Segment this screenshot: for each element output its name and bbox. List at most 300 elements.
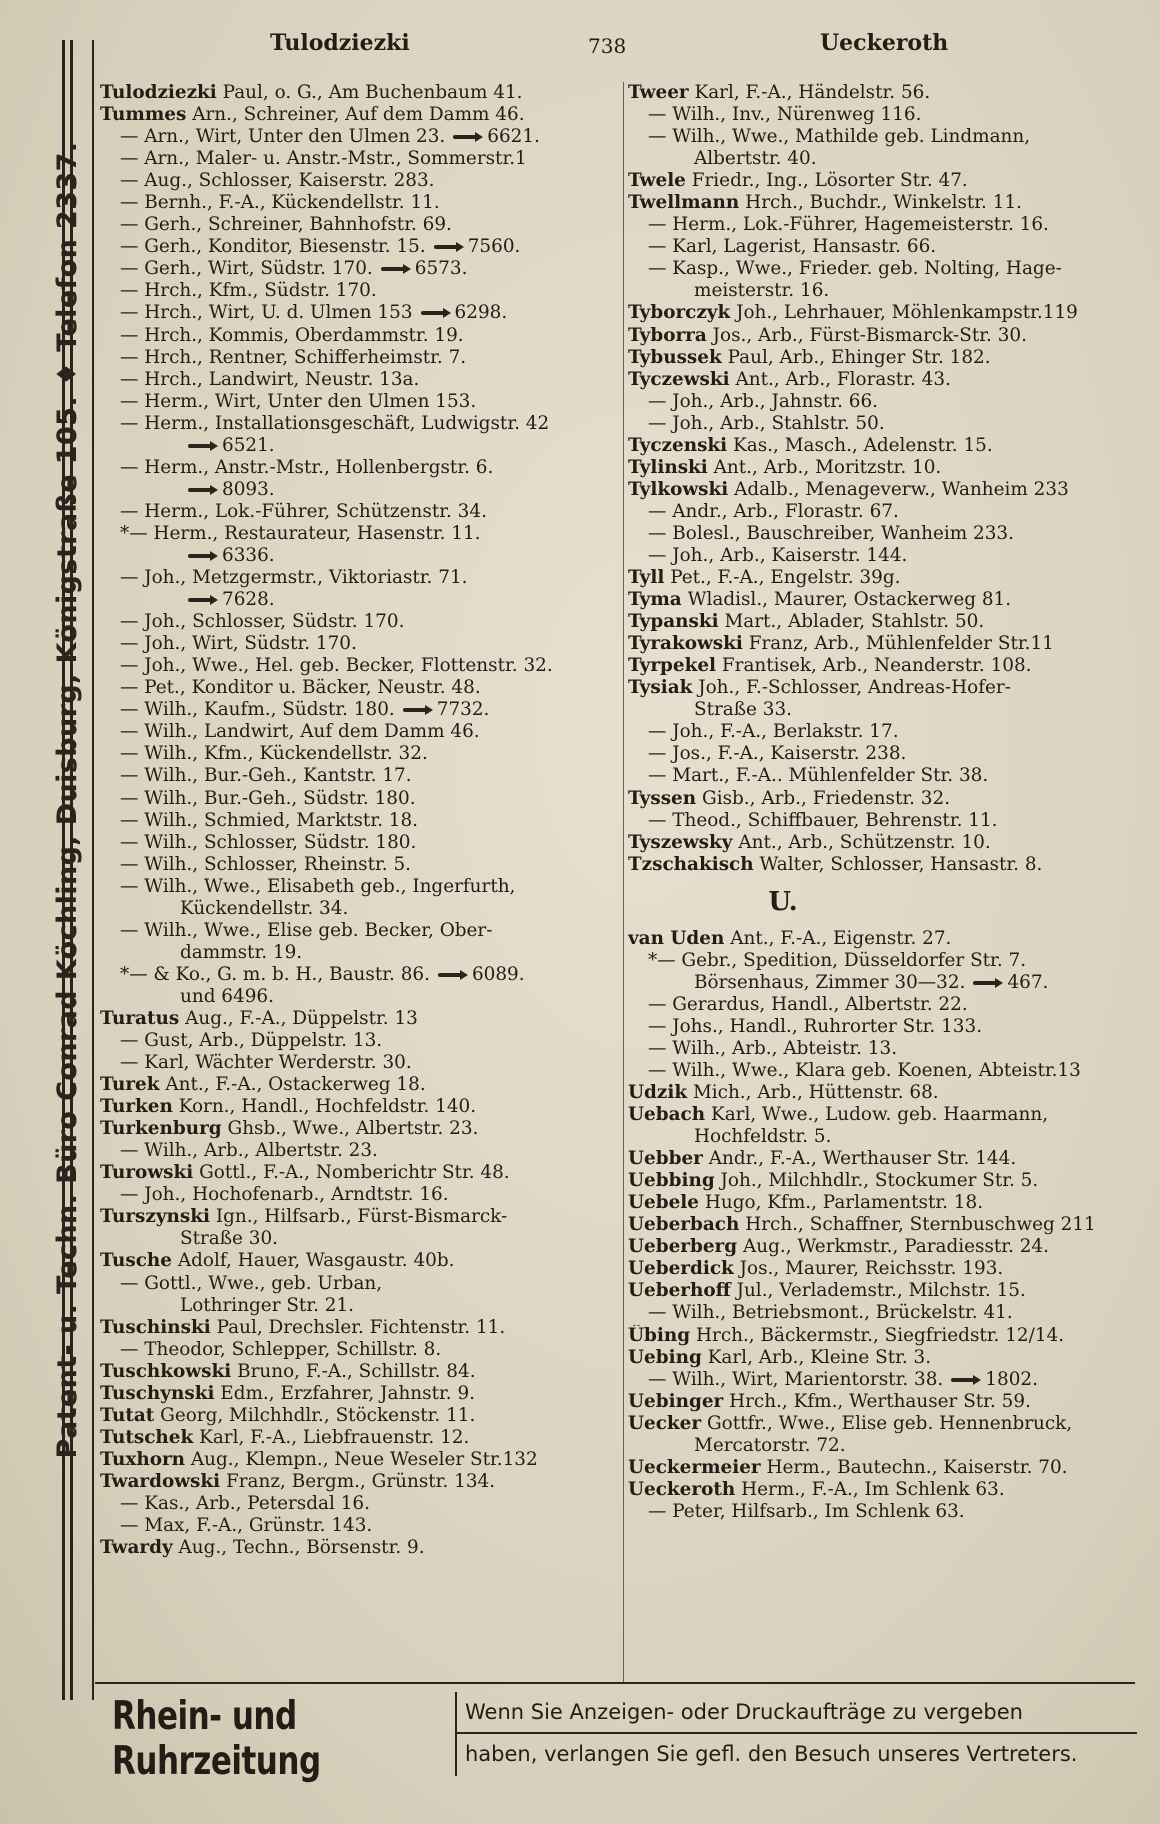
directory-entry <box>628 104 1138 126</box>
entry-details: — Joh., Wirt, Südstr. 170. <box>120 633 357 655</box>
entry-surname: Tybussek <box>628 346 722 368</box>
directory-entry <box>628 1457 1138 1479</box>
entry-details: — Andr., Arb., Florastr. 67. <box>648 500 899 522</box>
directory-entry <box>100 413 620 435</box>
entry-details: — Gerh., Konditor, Biesenstr. 15. <box>120 236 426 258</box>
entry-details: meisterstr. 16. <box>694 280 830 302</box>
directory-entry <box>100 942 620 964</box>
directory-entry <box>628 611 1138 633</box>
directory-entry <box>100 104 620 126</box>
entry-surname: Twardy <box>100 1537 173 1559</box>
directory-entry <box>100 1449 620 1471</box>
phone-number: 6298. <box>454 302 508 324</box>
directory-entry <box>100 1471 620 1493</box>
directory-entry <box>100 236 620 258</box>
entry-surname: Ueckermeier <box>628 1456 761 1478</box>
entry-surname: van Uden <box>628 927 725 949</box>
entry-details: — Hrch., Kfm., Südstr. 170. <box>120 280 377 302</box>
entry-surname: Übing <box>628 1324 691 1346</box>
directory-entry <box>100 832 620 854</box>
directory-entry <box>100 1250 620 1272</box>
directory-entry <box>100 854 620 876</box>
entry-details: — Wilh., Schmied, Marktstr. 18. <box>120 809 419 831</box>
directory-entry <box>628 1016 1138 1038</box>
entry-details: Franz, Bergm., Grünstr. 134. <box>226 1470 496 1492</box>
entry-surname: Uebinger <box>628 1390 724 1412</box>
entry-details: Ant., F.-A., Ostackerweg 18. <box>165 1074 426 1096</box>
directory-entry <box>628 325 1138 347</box>
phone-number: 6573. <box>414 258 468 280</box>
entry-details: — Wilh., Kaufm., Südstr. 180. <box>120 699 395 721</box>
entry-details: Paul, Arb., Ehinger Str. 182. <box>727 346 991 368</box>
directory-entry <box>628 1325 1138 1347</box>
directory-entry <box>100 1537 620 1559</box>
directory-entry <box>100 82 620 104</box>
entry-details: Jul., Verlademstr., Milchstr. 15. <box>736 1280 1026 1302</box>
entry-surname: Tylkowski <box>628 478 729 500</box>
phone-number: 6521. <box>222 434 275 456</box>
telephone-icon <box>381 264 411 274</box>
entry-surname: Uebach <box>628 1104 706 1126</box>
directory-entry <box>628 589 1138 611</box>
directory-entry <box>100 1184 620 1206</box>
entry-details: — Peter, Hilfsarb., Im Schlenk 63. <box>648 1500 965 1522</box>
entry-surname: Tweer <box>628 82 689 103</box>
entry-surname: Ueberbach <box>628 1214 740 1236</box>
phone-number: 1802. <box>985 1368 1038 1390</box>
directory-entry <box>628 148 1138 170</box>
entry-details: Arn., Schreiner, Auf dem Damm 46. <box>192 104 525 126</box>
entry-surname: Tutat <box>100 1404 155 1426</box>
entry-details: — Wilh., Inv., Nürenweg 116. <box>648 104 922 126</box>
directory-entry <box>628 302 1138 324</box>
directory-entry <box>100 1074 620 1096</box>
entry-surname: Uecker <box>628 1412 702 1434</box>
entry-details: Bruno, F.-A., Schillstr. 84. <box>237 1360 476 1382</box>
entry-details: Mart., Ablader, Stahlstr. 50. <box>724 611 985 633</box>
directory-entry <box>100 810 620 832</box>
phone-number: 7560. <box>467 236 521 258</box>
entry-details: — Theodor, Schlepper, Schillstr. 8. <box>120 1338 442 1360</box>
entry-surname: Tuschkowski <box>100 1360 232 1382</box>
advertisement-box <box>455 1692 1137 1776</box>
entry-details: — Gottl., Wwe., geb. Urban, <box>120 1272 383 1294</box>
directory-entry <box>628 1347 1138 1369</box>
entry-surname: Twele <box>628 170 686 192</box>
entry-details: — Bolesl., Bauschreiber, Wanheim 233. <box>648 522 1014 544</box>
entry-details: — Herm., Wirt, Unter den Ulmen 153. <box>120 390 477 412</box>
directory-entry <box>628 1435 1138 1457</box>
directory-entry <box>628 1148 1138 1170</box>
directory-entry <box>100 347 620 369</box>
entry-details: Karl, F.-A., Händelstr. 56. <box>694 82 931 103</box>
directory-entry <box>628 258 1138 280</box>
entry-details: — Wilh., Landwirt, Auf dem Damm 46. <box>120 721 480 743</box>
entry-details: — Herm., Installationsgeschäft, Ludwigstr. 42 <box>120 412 550 434</box>
newspaper-logo: Rhein- und Ruhrzeitung <box>112 1694 321 1784</box>
entry-details: Börsenhaus, Zimmer 30—32. <box>694 971 966 993</box>
entry-details: Hugo, Kfm., Parlamentstr. 18. <box>704 1192 984 1214</box>
section-letter: U. <box>768 886 798 917</box>
entry-details: — Wilh., Wwe., Elise geb. Becker, Ober- <box>120 919 493 941</box>
telephone-icon <box>188 485 218 495</box>
directory-entry <box>628 1060 1138 1082</box>
entry-details: Gottl., F.-A., Nomberichtr Str. 48. <box>199 1162 510 1184</box>
entry-details: — Mart., F.-A.. Mühlenfelder Str. 38. <box>648 765 989 787</box>
entry-surname: Tuxhorn <box>100 1448 186 1470</box>
entry-details: Mercatorstr. 72. <box>694 1434 846 1456</box>
entry-surname: Tylinski <box>628 456 708 478</box>
entry-details: Hrch., Kfm., Werthauser Str. 59. <box>729 1390 1031 1412</box>
directory-entry <box>100 699 620 721</box>
entry-details: Pet., F.-A., Engelstr. 39g. <box>670 567 901 589</box>
entry-details: Gisb., Arb., Friedenstr. 32. <box>702 787 951 809</box>
entry-details: Hochfeldstr. 5. <box>694 1126 832 1148</box>
entry-surname: Tyczewski <box>628 368 730 390</box>
entry-surname: Tyma <box>628 589 682 611</box>
entry-details: Paul, o. G., Am Buchenbaum 41. <box>222 82 523 103</box>
directory-entry <box>100 633 620 655</box>
telephone-icon <box>973 978 1003 988</box>
entry-details: — Bernh., F.-A., Kückendellstr. 11. <box>120 192 440 214</box>
directory-entry <box>100 1427 620 1449</box>
directory-entry <box>100 391 620 413</box>
entry-details: Karl, Arb., Kleine Str. 3. <box>707 1346 932 1368</box>
entry-surname: Ueberhoff <box>628 1280 731 1302</box>
entry-details: — Kasp., Wwe., Frieder. geb. Nolting, Hage- <box>648 258 1062 280</box>
directory-entry <box>100 435 620 457</box>
entry-surname: Uebele <box>628 1192 699 1214</box>
directory-entry <box>100 1317 620 1339</box>
entry-surname: Uebing <box>628 1346 702 1368</box>
directory-entry <box>628 1170 1138 1192</box>
entry-details: — Herm., Lok.-Führer, Hagemeisterstr. 16. <box>648 214 1049 236</box>
directory-entry <box>628 1302 1138 1324</box>
entry-surname: Turowski <box>100 1162 194 1184</box>
entry-details: Herm., F.-A., Im Schlenk 63. <box>741 1478 1005 1500</box>
phone-number: 6336. <box>222 544 275 566</box>
entry-details: — Arn., Maler- u. Anstr.-Mstr., Sommerstr.1 <box>120 148 527 170</box>
entry-details: Hrch., Schaffner, Sternbuschweg 211 <box>745 1214 1096 1236</box>
entry-details: — Joh., Arb., Stahlstr. 50. <box>648 412 885 434</box>
entry-details: Kückendellstr. 34. <box>180 897 349 919</box>
entry-details: Aug., F.-A., Düppelstr. 13 <box>185 1007 418 1029</box>
directory-entry <box>628 1280 1138 1302</box>
entry-details: — Gerh., Wirt, Südstr. 170. <box>120 258 373 280</box>
directory-entry <box>628 699 1138 721</box>
directory-entry <box>628 479 1138 501</box>
entry-details: — Hrch., Kommis, Oberdammstr. 19. <box>120 324 464 346</box>
directory-entry <box>628 82 1138 104</box>
directory-entry <box>628 236 1138 258</box>
directory-entry <box>628 1104 1138 1126</box>
directory-entry <box>100 1515 620 1537</box>
header-right-keyword: Ueckeroth <box>820 30 949 56</box>
ad-rule <box>95 1682 1135 1684</box>
directory-entry <box>628 765 1138 787</box>
entry-details: Hrch., Buchdr., Winkelstr. 11. <box>745 192 1023 214</box>
entry-details: — Joh., Metzgermstr., Viktoriastr. 71. <box>120 567 468 589</box>
entry-details: — Pet., Konditor u. Bäcker, Neustr. 48. <box>120 677 481 699</box>
directory-entry <box>628 347 1138 369</box>
directory-entry <box>100 677 620 699</box>
entry-surname: Udzik <box>628 1082 688 1104</box>
directory-entry <box>628 170 1138 192</box>
entry-surname: Twardowski <box>100 1470 221 1492</box>
directory-entry <box>628 435 1138 457</box>
entry-details: — Joh., Hochofenarb., Arndtstr. 16. <box>120 1184 449 1206</box>
directory-entry <box>100 1118 620 1140</box>
entry-details: — Gerardus, Handl., Albertstr. 22. <box>648 993 968 1015</box>
telephone-icon <box>188 595 218 605</box>
directory-entry <box>100 1008 620 1030</box>
entry-details: dammstr. 19. <box>180 941 303 963</box>
entry-surname: Tyszewsky <box>628 831 733 853</box>
entry-details: Jos., Arb., Fürst-Bismarck-Str. 30. <box>712 324 1027 346</box>
header-left-keyword: Tulodziezki <box>270 30 410 56</box>
entry-details: — Herm., Anstr.-Mstr., Hollenbergstr. 6. <box>120 456 494 478</box>
telephone-icon <box>188 551 218 561</box>
entry-details: — Wilh., Wwe., Mathilde geb. Lindmann, <box>648 126 1031 148</box>
entry-details: Joh., Lehrhauer, Möhlenkampstr.119 <box>736 302 1078 324</box>
directory-entry <box>100 1228 620 1250</box>
directory-entry <box>628 567 1138 589</box>
entry-surname: Turatus <box>100 1007 180 1029</box>
directory-entry <box>100 1273 620 1295</box>
entry-details: Korn., Handl., Hochfeldstr. 140. <box>178 1096 477 1118</box>
directory-entry <box>100 721 620 743</box>
entry-details: Ant., Arb., Schützenstr. 10. <box>738 831 991 853</box>
directory-entry <box>628 1413 1138 1435</box>
entry-surname: Turszynski <box>100 1206 210 1228</box>
entry-surname: Tulodziezki <box>100 82 217 103</box>
directory-entry <box>100 1052 620 1074</box>
telephone-icon <box>438 970 468 980</box>
entry-surname: Tuschinski <box>100 1316 211 1338</box>
entry-surname: Uebbing <box>628 1170 715 1192</box>
entry-surname: Tyczenski <box>628 434 728 456</box>
directory-entry <box>100 523 620 545</box>
telephone-icon <box>951 1375 981 1385</box>
directory-entry <box>100 170 620 192</box>
directory-entry <box>100 302 620 324</box>
entry-details: Wladisl., Maurer, Ostackerweg 81. <box>687 589 1012 611</box>
entry-details: Ign., Hilfsarb., Fürst-Bismarck- <box>215 1206 508 1228</box>
entry-details: — Jos., F.-A., Kaiserstr. 238. <box>648 743 907 765</box>
phone-number: 467. <box>1007 971 1049 993</box>
entry-details: Herm., Bautechn., Kaiserstr. 70. <box>766 1456 1068 1478</box>
directory-entry <box>628 743 1138 765</box>
directory-entry <box>100 611 620 633</box>
left-column <box>100 82 620 1559</box>
directory-entry <box>100 545 620 567</box>
directory-entry <box>100 1361 620 1383</box>
entry-surname: Twellmann <box>628 192 740 214</box>
directory-entry <box>628 1126 1138 1148</box>
entry-surname: Ueberdick <box>628 1258 734 1280</box>
telephone-icon <box>453 132 483 142</box>
entry-details: Ant., Arb., Moritzstr. 10. <box>713 456 942 478</box>
entry-details: — Joh., Wwe., Hel. geb. Becker, Flottenstr. 32. <box>120 655 553 677</box>
directory-entry <box>628 810 1138 832</box>
entry-details: — Joh., Arb., Jahnstr. 66. <box>648 390 879 412</box>
entry-details: — Johs., Handl., Ruhrorter Str. 133. <box>648 1015 983 1037</box>
entry-details: — Wilh., Wwe., Elisabeth geb., Ingerfurth, <box>120 875 516 897</box>
directory-entry <box>628 854 1138 876</box>
entry-details: — Hrch., Rentner, Schifferheimstr. 7. <box>120 346 467 368</box>
directory-entry <box>100 325 620 347</box>
entry-details: Franz, Arb., Mühlenfelder Str.11 <box>748 633 1054 655</box>
entry-surname: Ueckeroth <box>628 1478 736 1500</box>
ad-line-1: Wenn Sie Anzeigen- oder Druckaufträge zu vergeben <box>457 1692 1137 1734</box>
telephone-icon <box>403 705 433 715</box>
directory-entry <box>628 545 1138 567</box>
telephone-icon <box>188 441 218 451</box>
entry-details: — Arn., Wirt, Unter den Ulmen 23. <box>120 126 446 148</box>
directory-entry <box>100 1206 620 1228</box>
directory-entry <box>628 126 1138 148</box>
directory-entry <box>100 1162 620 1184</box>
page-number: 738 <box>588 34 627 58</box>
directory-entry <box>100 743 620 765</box>
entry-details: — Wilh., Bur.-Geh., Südstr. 180. <box>120 787 416 809</box>
entry-details: Andr., F.-A., Werthauser Str. 144. <box>708 1148 1017 1170</box>
side-advertisement: Patent- u. Techn. Büro Conrad Köchling, Duisburg, Königstraße 105. ♦ Telefon 2337. <box>52 141 83 1459</box>
directory-entry <box>628 501 1138 523</box>
entry-details: Georg, Milchhdlr., Stöckenstr. 11. <box>160 1404 476 1426</box>
directory-entry <box>100 655 620 677</box>
entry-details: Kas., Masch., Adelenstr. 15. <box>733 434 993 456</box>
entry-details: — Karl, Lagerist, Hansastr. 66. <box>648 236 937 258</box>
entry-surname: Tuschynski <box>100 1382 215 1404</box>
phone-number: 7732. <box>436 699 490 721</box>
directory-entry <box>628 457 1138 479</box>
entry-details: — Karl, Wächter Werderstr. 30. <box>120 1052 412 1074</box>
entry-details: — Wilh., Bur.-Geh., Kantstr. 17. <box>120 765 412 787</box>
entry-details: — Wilh., Wirt, Marientorstr. 38. <box>648 1368 944 1390</box>
entry-details: Walter, Schlosser, Hansastr. 8. <box>759 853 1043 875</box>
directory-entry <box>628 391 1138 413</box>
entry-details: Karl, F.-A., Liebfrauenstr. 12. <box>199 1426 470 1448</box>
entry-details: — Joh., Schlosser, Südstr. 170. <box>120 611 405 633</box>
entry-surname: Tyrpekel <box>628 655 717 677</box>
entry-surname: Tusche <box>100 1250 172 1272</box>
entry-details: Lothringer Str. 21. <box>180 1294 355 1316</box>
directory-entry <box>100 1339 620 1361</box>
directory-entry <box>100 1030 620 1052</box>
entry-surname: Tyborczyk <box>628 302 731 324</box>
entry-surname: Turken <box>100 1096 173 1118</box>
directory-entry <box>628 1258 1138 1280</box>
entry-details: Aug., Techn., Börsenstr. 9. <box>178 1537 425 1559</box>
directory-entry <box>628 994 1138 1016</box>
entry-surname: Tysiak <box>628 677 693 699</box>
entry-surname: Typanski <box>628 611 719 633</box>
directory-entry <box>628 1038 1138 1060</box>
directory-entry <box>628 280 1138 302</box>
entry-details: Karl, Wwe., Ludow. geb. Haarmann, <box>710 1104 1049 1126</box>
entry-details: Straße 33. <box>694 699 793 721</box>
entry-details: Mich., Arb., Hüttenstr. 68. <box>692 1082 939 1104</box>
entry-surname: Tzschakisch <box>628 853 754 875</box>
phone-number: 6089. <box>471 963 525 985</box>
directory-entry <box>100 589 620 611</box>
entry-details: *— Gebr., Spedition, Düsseldorfer Str. 7. <box>648 949 1027 971</box>
directory-entry <box>100 479 620 501</box>
entry-details: — Hrch., Landwirt, Neustr. 13a. <box>120 368 420 390</box>
directory-entry <box>100 788 620 810</box>
entry-surname: Tyborra <box>628 324 707 346</box>
entry-details: — Kas., Arb., Petersdal 16. <box>120 1493 370 1514</box>
entry-details: Aug., Werkmstr., Paradiesstr. 24. <box>742 1236 1049 1258</box>
phone-number: 7628. <box>222 589 275 611</box>
entry-surname: Ueberberg <box>628 1236 738 1258</box>
entry-details: Albertstr. 40. <box>694 148 817 170</box>
directory-entry <box>100 148 620 170</box>
entry-details: — Wilh., Schlosser, Rheinstr. 5. <box>120 853 412 875</box>
directory-entry <box>628 721 1138 743</box>
entry-details: — Wilh., Schlosser, Südstr. 180. <box>120 831 417 853</box>
entry-details: — Gust, Arb., Düppelstr. 13. <box>120 1030 383 1052</box>
phone-number: 6621. <box>487 126 540 148</box>
directory-entry <box>100 1295 620 1317</box>
telephone-icon <box>421 308 451 318</box>
directory-entry <box>628 928 1138 950</box>
entry-details: Adolf, Hauer, Wasgaustr. 40b. <box>177 1250 455 1272</box>
directory-entry <box>628 214 1138 236</box>
directory-entry <box>100 1493 620 1515</box>
directory-entry <box>628 523 1138 545</box>
entry-details: — Aug., Schlosser, Kaiserstr. 283. <box>120 170 435 192</box>
directory-entry <box>628 1391 1138 1413</box>
entry-surname: Tyrakowski <box>628 633 743 655</box>
entry-details: — Wilh., Arb., Albertstr. 23. <box>120 1140 378 1162</box>
directory-entry <box>628 1214 1138 1236</box>
directory-entry <box>628 950 1138 972</box>
entry-details: *— Herm., Restaurateur, Hasenstr. 11. <box>120 522 481 544</box>
entry-surname: Uebber <box>628 1148 703 1170</box>
entry-details: Hrch., Bäckermstr., Siegfriedstr. 12/14. <box>695 1324 1065 1346</box>
directory-entry <box>100 126 620 148</box>
entry-surname: Tummes <box>100 104 187 126</box>
directory-entry <box>100 214 620 236</box>
entry-details: Gottfr., Wwe., Elise geb. Hennenbruck, <box>706 1412 1073 1434</box>
entry-details: — Wilh., Wwe., Klara geb. Koenen, Abteistr.13 <box>648 1059 1081 1081</box>
entry-details: Ant., Arb., Florastr. 43. <box>735 368 951 390</box>
entry-details: Aug., Klempn., Neue Weseler Str.132 <box>190 1448 538 1470</box>
directory-entry <box>100 765 620 787</box>
entry-details: Friedr., Ing., Lösorter Str. 47. <box>691 170 968 192</box>
directory-entry <box>628 633 1138 655</box>
entry-details: Joh., Milchhdlr., Stockumer Str. 5. <box>720 1170 1039 1192</box>
entry-details: — Joh., F.-A., Berlakstr. 17. <box>648 721 899 743</box>
entry-details: — Hrch., Wirt, U. d. Ulmen 153 <box>120 302 413 324</box>
directory-entry <box>628 1479 1138 1501</box>
entry-surname: Tyll <box>628 567 665 589</box>
directory-entry <box>628 1192 1138 1214</box>
entry-surname: Tyssen <box>628 787 697 809</box>
directory-entry <box>100 1140 620 1162</box>
entry-details: Straße 30. <box>180 1228 279 1250</box>
entry-details: — Gerh., Schreiner, Bahnhofstr. 69. <box>120 214 452 236</box>
entry-details: Adalb., Menageverw., Wanheim 233 <box>734 478 1069 500</box>
entry-surname: Tutschek <box>100 1426 194 1448</box>
entry-details: Paul, Drechsler. Fichtenstr. 11. <box>216 1316 506 1338</box>
ad-line-2: haben, verlangen Sie gefl. den Besuch unseres Vertreters. <box>465 1742 1078 1766</box>
directory-entry <box>628 972 1138 994</box>
entry-details: — Joh., Arb., Kaiserstr. 144. <box>648 544 908 566</box>
directory-entry <box>628 1501 1138 1523</box>
